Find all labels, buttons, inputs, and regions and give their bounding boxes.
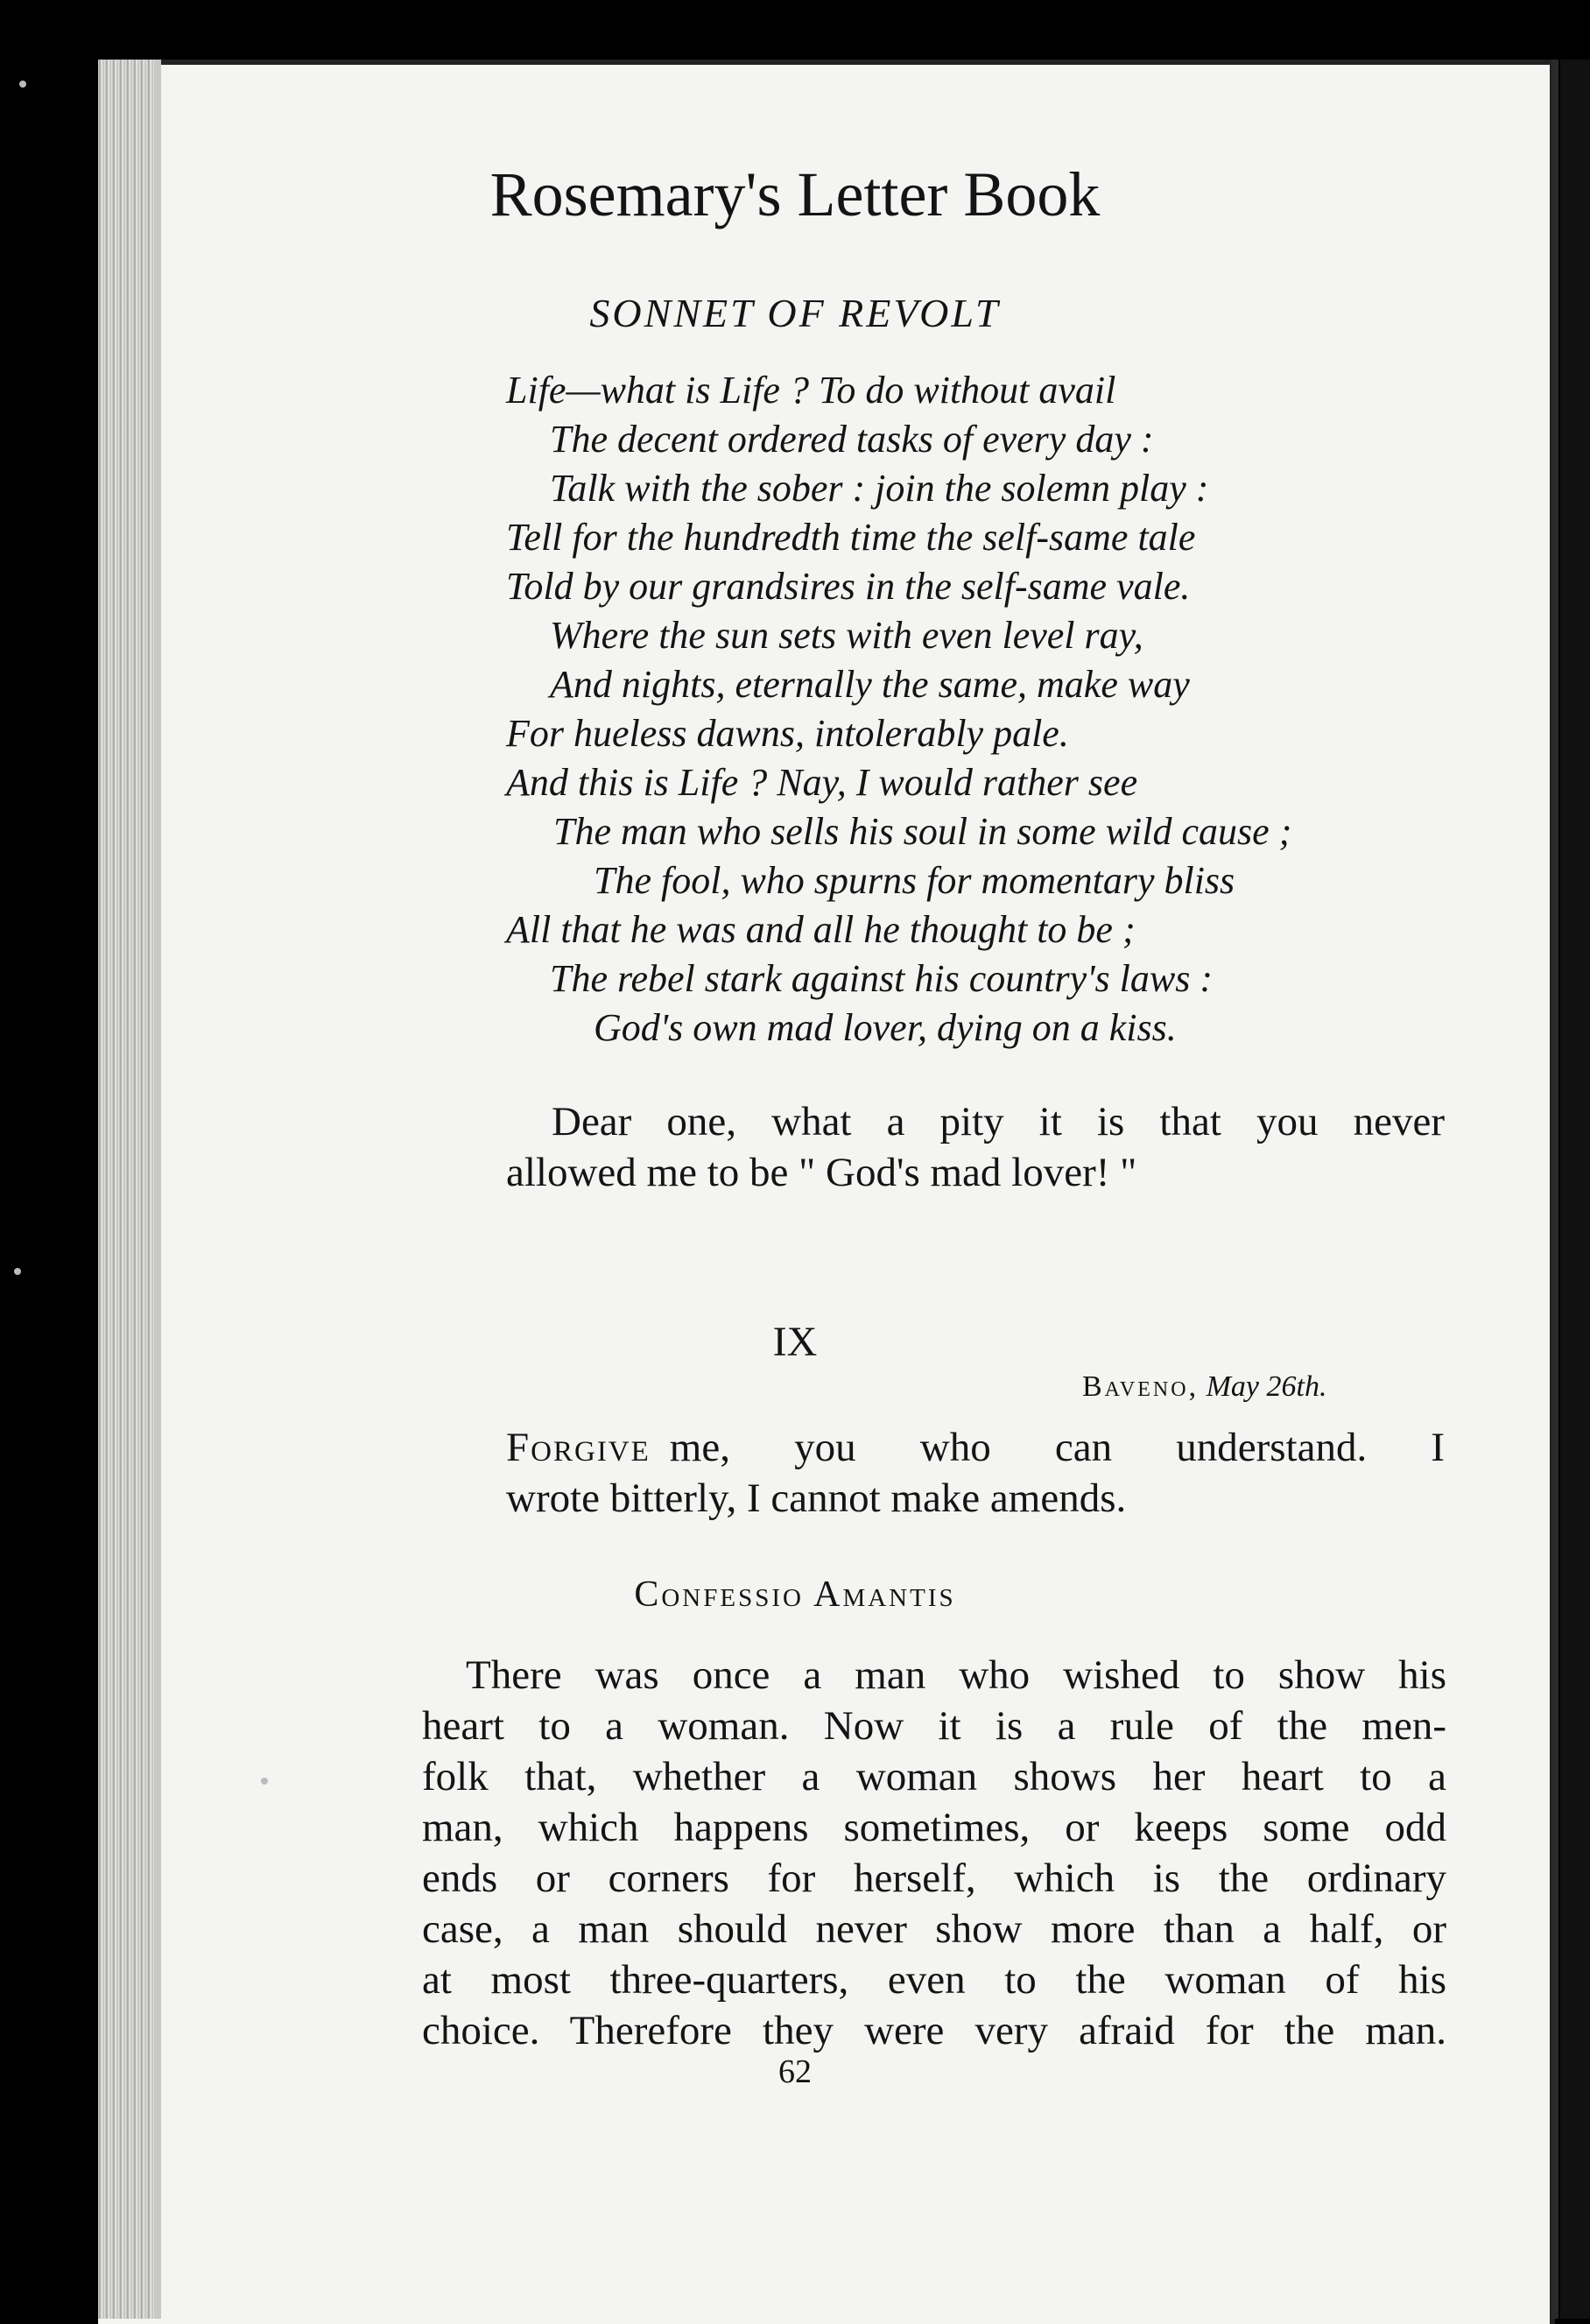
running-head: Rosemary's Letter Book [489,159,1101,229]
paragraph-line: man, which happens sometimes, or keeps some odd [422,1805,1446,1850]
poem-line: The decent ordered tasks of every day : [550,418,1154,461]
poem-line: Where the sun sets with even level ray, [550,614,1143,657]
poem-line: And this is Life ? Nay, I would rather see [506,761,1138,804]
sonnet-title: SONNET OF REVOLT [589,291,1001,335]
right-border [1560,60,1590,2319]
letter-dateline [1082,1368,1326,1406]
scan-speck [19,81,26,88]
letter-date: May 26th. [1206,1370,1327,1403]
page-gutter-shadow [154,60,161,2319]
scan-speck [261,1778,268,1785]
page-right-edge [1551,60,1558,2319]
paragraph-line: choice. Therefore they were very afraid for the man. [422,2008,1446,2053]
letter-place: Baveno, [1082,1370,1200,1403]
drop-word: Forgive [506,1425,651,1470]
page-number: 62 [778,2053,812,2090]
paragraph-line: case, a man should never show more than a half, or [422,1906,1446,1952]
page-gutter-edge [98,60,154,2319]
letter-line: wrote bitterly, I cannot make amends. [506,1475,1127,1521]
paragraph-line: ends or corners for herself, which is the ordinary [422,1856,1446,1901]
poem-line: All that he was and all he thought to be ; [506,908,1136,951]
paragraph-line: folk that, whether a woman shows her heart to a [422,1754,1446,1799]
poem-line: God's own mad lover, dying on a kiss. [594,1006,1177,1049]
scan-speck [14,1268,21,1275]
poem-line: The rebel stark against his country's laws : [550,957,1213,1000]
letter-first-line [506,1422,1445,1473]
paragraph-line: There was once a man who wished to show his [466,1652,1446,1698]
after-sonnet-line: Dear one, what a pity it is that you never [552,1099,1445,1144]
poem-line: Talk with the sober : join the solemn play : [550,467,1209,510]
poem-line: For hueless dawns, intolerably pale. [506,712,1069,755]
poem-line: The fool, who spurns for momentary bliss [594,859,1235,902]
poem-line: Life—what is Life ? To do without avail [506,369,1116,412]
poem-line: Told by our grandsires in the self-same vale. [506,565,1191,608]
after-sonnet-line: allowed me to be " God's mad lover! " [506,1150,1137,1195]
poem-line: Tell for the hundredth time the self-same tale [506,516,1196,559]
section-subheading: Confessio Amantis [634,1574,956,1615]
poem-line: And nights, eternally the same, make way [550,663,1190,706]
poem-line: The man who sells his soul in some wild cause ; [553,810,1292,853]
paragraph-line: heart to a woman. Now it is a rule of the men- [422,1703,1446,1749]
letter-number: IX [772,1319,818,1365]
paragraph-line: at most three-quarters, even to the woman of his [422,1957,1446,2003]
letter-line: me, you who can understand. I [669,1425,1445,1470]
